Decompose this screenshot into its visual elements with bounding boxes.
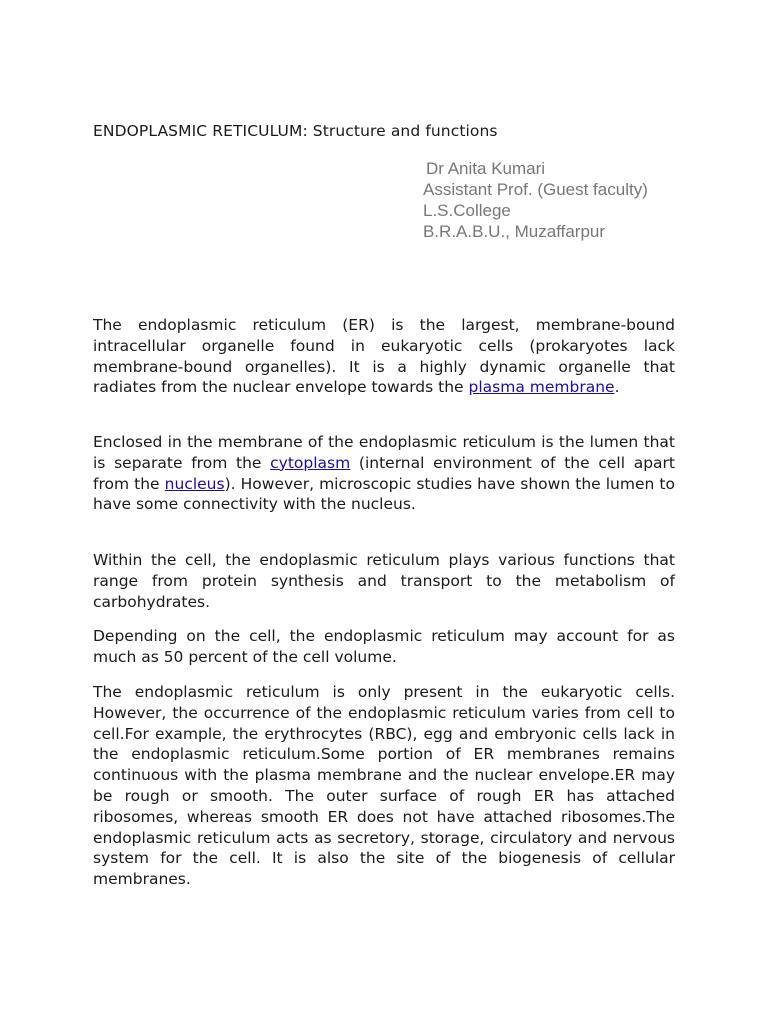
- author-name: Dr Anita Kumari: [426, 159, 546, 178]
- paragraph-cell-volume: Depending on the cell, the endoplasmic reticulum may account for as much as 50 percent of the cell volume.: [93, 627, 675, 666]
- link-cytoplasm[interactable]: cytoplasm: [270, 453, 351, 472]
- paragraph-occurrence: The endoplasmic reticulum is only present in the eukaryotic cells. However, the occurrence of the endoplasmic reticulum varies from cell to cell.For example, the erythrocytes (RBC), egg and embryonic cells lack in the endoplasmic reticulum.Some portion of ER membranes remains continuous with the plasma membrane and the nuclear envelope.ER may be rough or smooth. The outer surface of rough ER has attached ribosomes, whereas smooth ER does not have attached ribosomes.The endoplasmic reticulum acts as secretory, storage, circulatory and nervous system for the cell. It is also the site of the biogenesis of cellular membranes.: [93, 683, 675, 889]
- paragraph-lumen: [93, 432, 675, 515]
- document-title: ENDOPLASMIC RETICULUM: Structure and functions: [93, 122, 498, 140]
- paragraph-text: (internal environment of the cell apart from the: [93, 453, 675, 493]
- author-block: [423, 158, 648, 242]
- paragraph-text: The endoplasmic reticulum (ER) is the largest, membrane-bound intracellular organelle found in eukaryotic cells (prokaryotes lack membrane-bound organelles). It is a highly dynamic organelle that radiates from the nuclear envelope towards the: [93, 316, 675, 397]
- author-college: L.S.College: [423, 201, 511, 220]
- author-university: B.R.A.B.U., Muzaffarpur: [423, 222, 606, 241]
- link-nucleus[interactable]: nucleus: [164, 474, 225, 493]
- paragraph-functions: Within the cell, the endoplasmic reticulum plays various functions that range from protein synthesis and transport to the metabolism of carbohydrates.: [93, 551, 675, 611]
- paragraph-text: .: [614, 378, 620, 397]
- author-position: Assistant Prof. (Guest faculty): [423, 180, 648, 199]
- paragraph-er-definition: [93, 315, 675, 398]
- paragraph-text: Enclosed in the membrane of the endoplasmic reticulum is the lumen that is separate from the: [93, 433, 675, 472]
- link-plasma-membrane[interactable]: plasma membrane: [468, 378, 615, 397]
- paragraph-text: ). However, microscopic studies have shown the lumen to have some connectivity with the nucleus.: [93, 474, 675, 514]
